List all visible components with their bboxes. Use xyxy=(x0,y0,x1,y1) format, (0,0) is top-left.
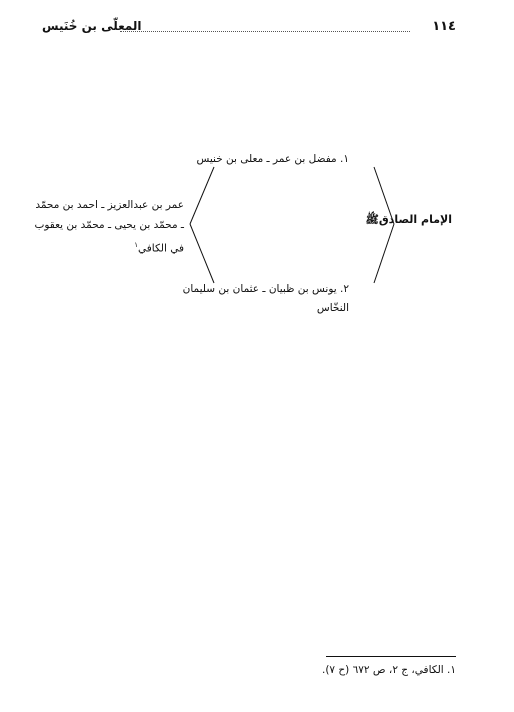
bracket-left-lower xyxy=(190,224,214,283)
footnote: ١. الكافي، ج ٢، ص ٦٧٢ (ح ٧). xyxy=(321,664,456,676)
compiler-chain-text: عمر بن عبدالعزيز ـ احمد بن محمّد ـ محمّد بن يحيى ـ محمّد بن يعقوب في الكافي xyxy=(34,199,184,255)
running-title: المعلّى بن خُنَيس xyxy=(42,19,142,33)
footnote-marker: ١ xyxy=(134,241,138,249)
footnote-separator xyxy=(326,656,456,657)
compiler-chain xyxy=(34,195,184,259)
chain-branch-2: ٢. يونس بن ظبيان ـ عثمان بن سليمان النخّاس xyxy=(182,283,349,314)
bracket-right-lower xyxy=(374,224,394,283)
root-imam-sadiq xyxy=(366,210,452,229)
chain-branch-1: ١. مفضل بن عمر ـ معلى بن خنيس xyxy=(196,153,349,165)
page-number: ١١٤ xyxy=(432,19,456,34)
bracket-left-upper xyxy=(190,167,214,224)
honorific-glyph: ﷺ xyxy=(365,213,379,226)
root-label: الإمام الصادق xyxy=(378,213,452,226)
